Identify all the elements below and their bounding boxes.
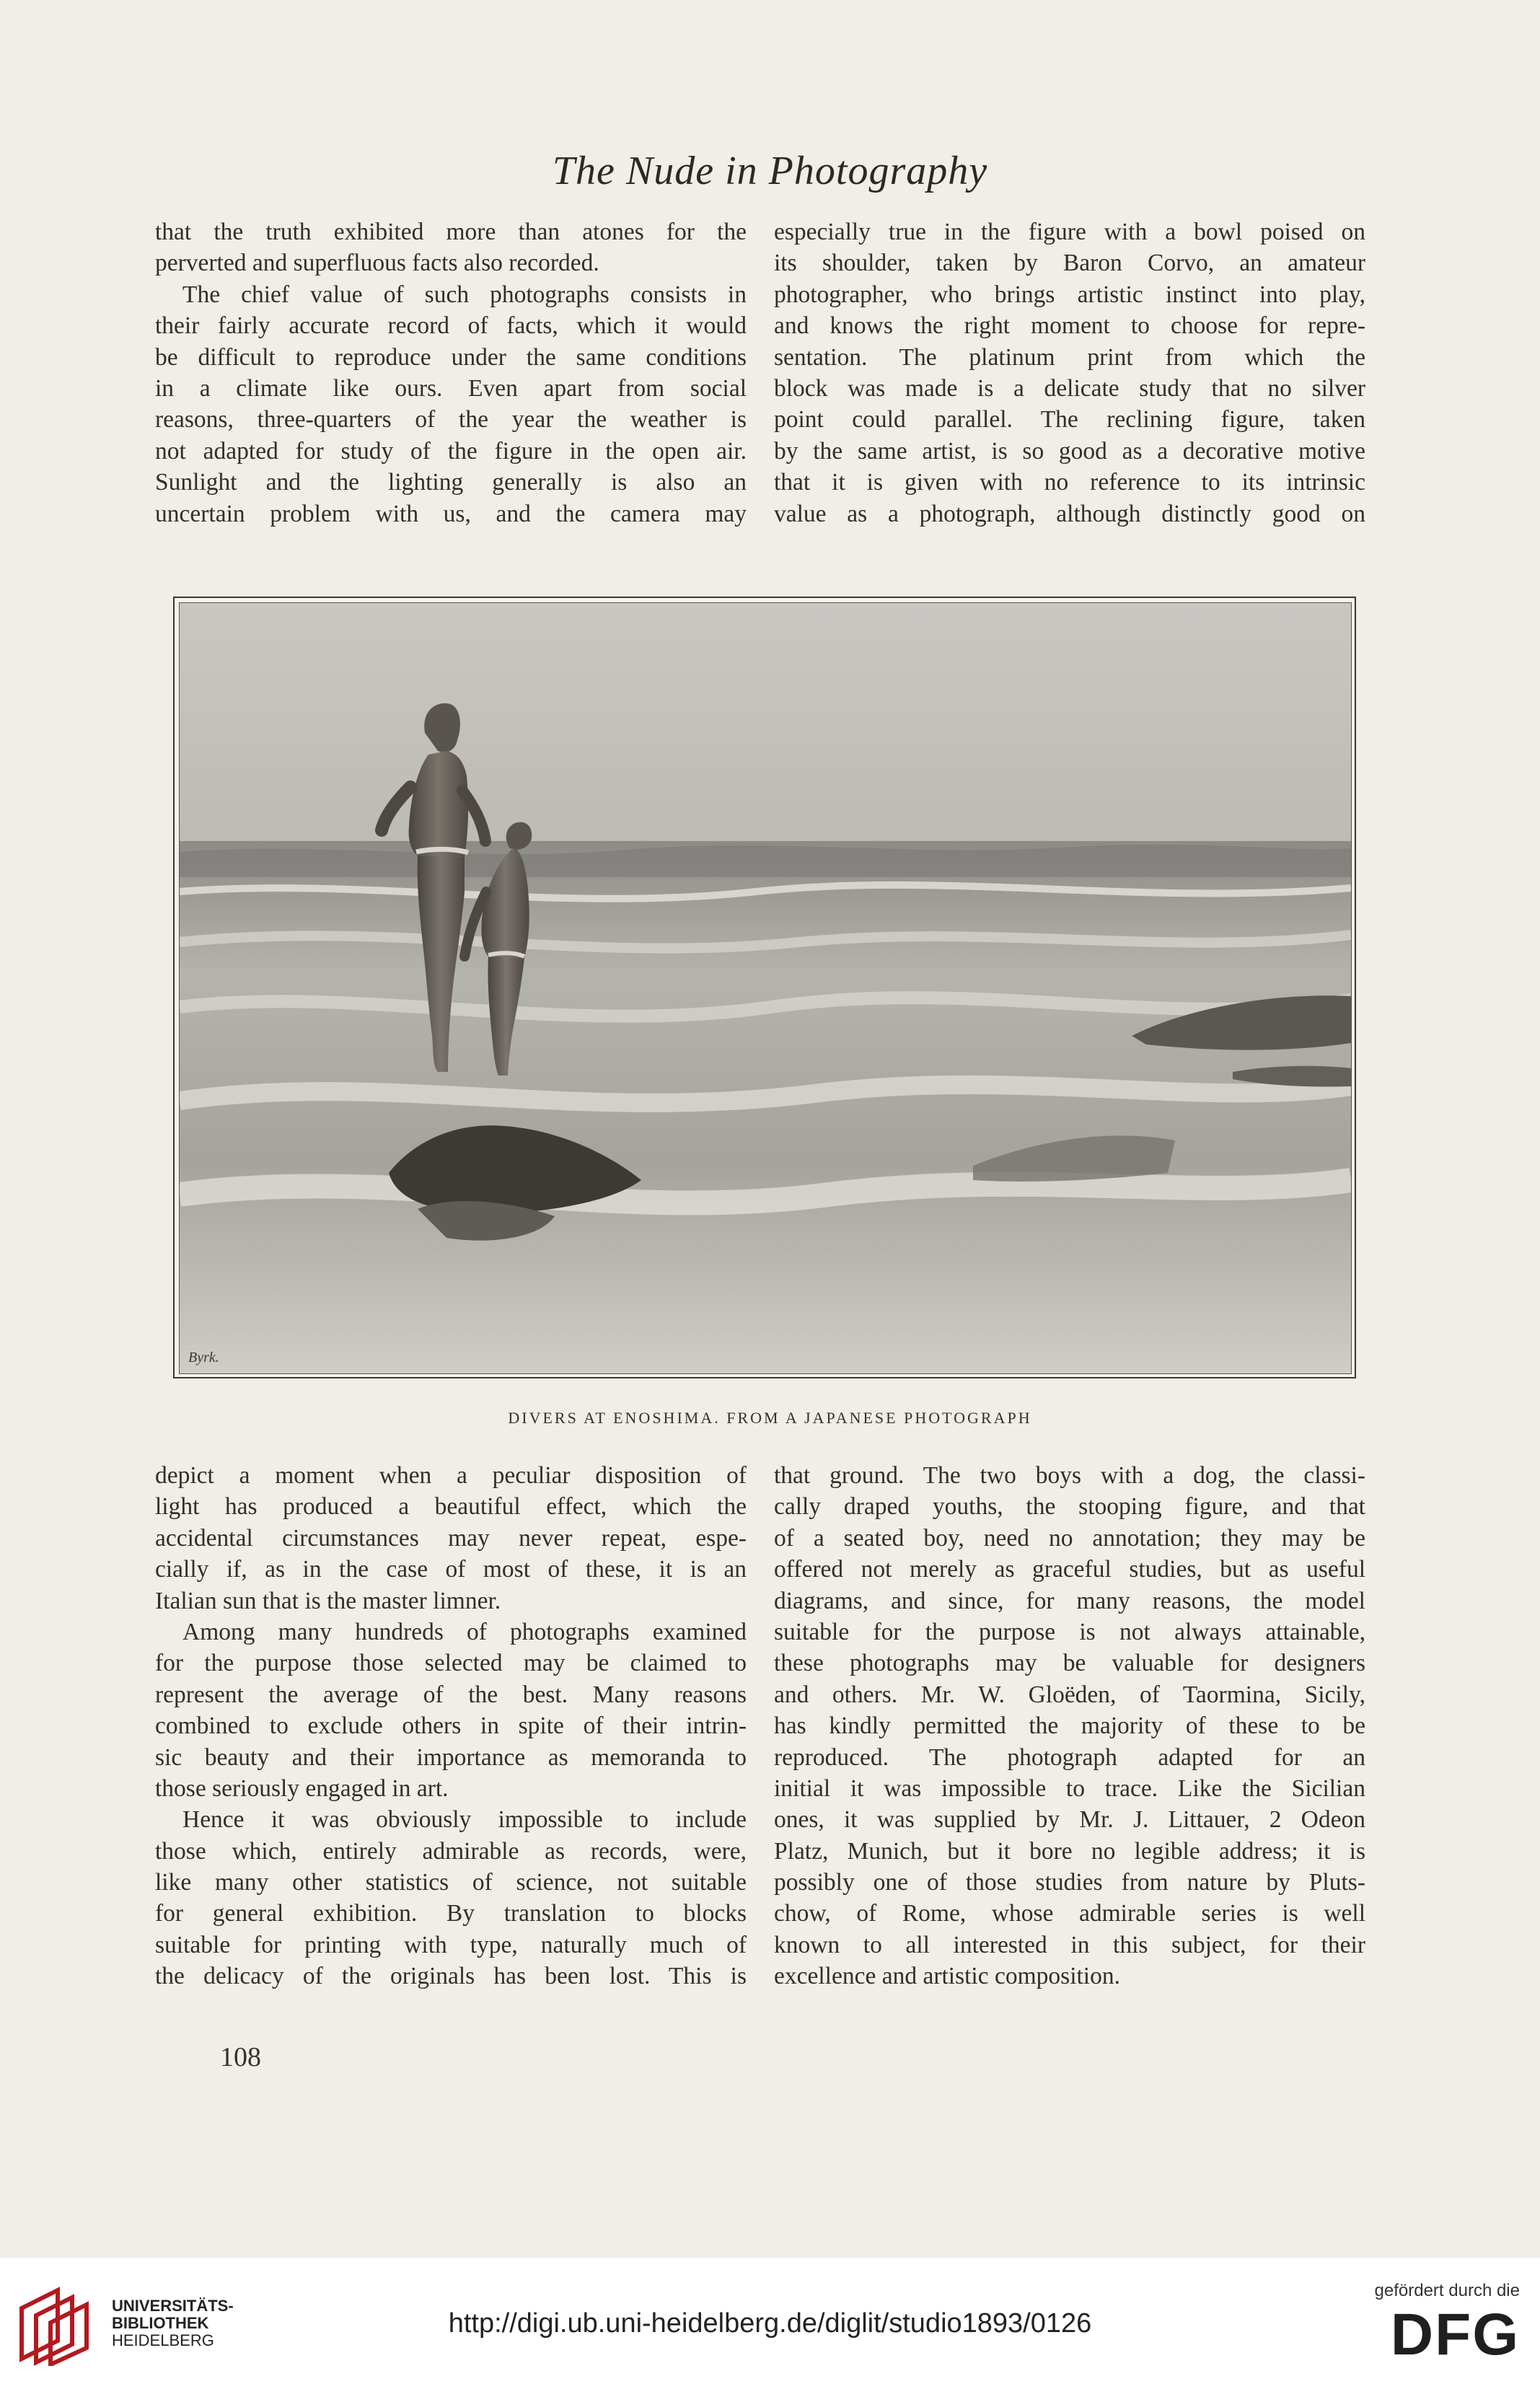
text-line: value as a photograph, although distinctly good on — [774, 500, 1365, 527]
text-line: cally draped youths, the stooping figure, and that — [774, 1493, 1365, 1521]
text-line: initial it was impossible to trace. Like the Sicilian — [774, 1774, 1365, 1802]
svg-text:Byrk.: Byrk. — [188, 1350, 219, 1365]
photograph-caption: DIVERS AT ENOSHIMA. FROM A JAPANESE PHOTOGRAPH — [508, 1409, 1032, 1427]
text-line: perverted and superfluous facts also recorded. — [155, 250, 599, 277]
library-name-line: HEIDELBERG — [112, 2331, 214, 2349]
text-line: that it is given with no reference to its intrinsic — [774, 469, 1365, 496]
text-line: Hence it was obviously impossible to include — [182, 1806, 747, 1834]
text-line: like many other statistics of science, not suitable — [155, 1869, 747, 1896]
text-line: block was made is a delicate study that no silver — [774, 374, 1365, 402]
text-line: chow, of Rome, whose admirable series is well — [774, 1900, 1365, 1927]
dfg-logo: DFG — [1390, 2302, 1520, 2367]
text-line: excellence and artistic composition. — [774, 1963, 1120, 1990]
library-name-line: UNIVERSITÄTS- — [112, 2297, 234, 2315]
text-line: accidental circumstances may never repeat, espe- — [155, 1524, 747, 1552]
text-line: not adapted for study of the figure in the open air. — [155, 437, 747, 465]
text-line: and knows the right moment to choose for repre- — [774, 312, 1365, 340]
text-line: Sunlight and the lighting generally is also an — [155, 469, 747, 496]
text-line: be difficult to reproduce under the same conditions — [155, 343, 747, 371]
text-line: suitable for the purpose is not always attainable, — [774, 1618, 1365, 1645]
text-line: these photographs may be valuable for designers — [774, 1650, 1365, 1677]
text-column-bottom-left — [155, 1460, 747, 1992]
text-column-top-right — [774, 216, 1365, 529]
photograph-frame — [173, 597, 1356, 1378]
text-column-bottom-right — [774, 1460, 1365, 1992]
text-line: Among many hundreds of photographs examined — [182, 1618, 747, 1645]
text-line: photographer, who brings artistic instinct into play, — [774, 281, 1365, 308]
text-line: those which, entirely admirable as records, were, — [155, 1837, 747, 1865]
text-line: Platz, Munich, but it bore no legible address; it is — [774, 1837, 1365, 1865]
text-line: especially true in the figure with a bowl poised on — [774, 219, 1365, 245]
text-line: combined to exclude others in spite of their intrin- — [155, 1712, 747, 1740]
text-line: reproduced. The photograph adapted for an — [774, 1743, 1365, 1771]
text-line: that ground. The two boys with a dog, the classi- — [774, 1462, 1365, 1489]
text-line: point could parallel. The reclining figure, taken — [774, 406, 1365, 434]
text-line: uncertain problem with us, and the camera may — [155, 500, 747, 527]
photograph-divers — [179, 602, 1352, 1374]
text-line: sentation. The platinum print from which the — [774, 343, 1365, 371]
text-column-top-left — [155, 216, 747, 529]
source-url-link[interactable]: http://digi.ub.uni-heidelberg.de/diglit/studio1893/0126 — [448, 2308, 1092, 2339]
text-line: ones, it was supplied by Mr. J. Littauer, 2 Odeon — [774, 1806, 1365, 1834]
text-line: suitable for printing with type, naturally much of — [155, 1931, 747, 1958]
text-line: The chief value of such photographs consists in — [182, 281, 747, 308]
text-line: in a climate like ours. Even apart from social — [155, 374, 747, 402]
text-line: the delicacy of the originals has been lost. This is — [155, 1963, 747, 1990]
text-line: reasons, three-quarters of the year the weather is — [155, 406, 747, 434]
text-line: Italian sun that is the master limner. — [155, 1587, 501, 1614]
text-line: their fairly accurate record of facts, which it would — [155, 312, 747, 340]
text-line: of a seated boy, need no annotation; they may be — [774, 1524, 1365, 1552]
running-title: The Nude in Photography — [552, 149, 988, 193]
text-line: by the same artist, is so good as a decorative motive — [774, 437, 1365, 465]
text-line: its shoulder, taken by Baron Corvo, an amateur — [774, 250, 1365, 277]
text-line: known to all interested in this subject, for their — [774, 1931, 1365, 1958]
text-line: that the truth exhibited more than atones for the — [155, 219, 747, 245]
text-line: cially if, as in the case of most of these, it is an — [155, 1556, 747, 1583]
text-line: diagrams, and since, for many reasons, the model — [774, 1587, 1365, 1614]
text-line: and others. Mr. W. Gloëden, of Taormina, Sicily, — [774, 1681, 1365, 1708]
text-line: for the purpose those selected may be claimed to — [155, 1650, 747, 1677]
text-line: represent the average of the best. Many reasons — [155, 1681, 747, 1708]
text-line: light has produced a beautiful effect, which the — [155, 1493, 747, 1521]
text-line: depict a moment when a peculiar disposition of — [155, 1462, 747, 1489]
text-line: for general exhibition. By translation to blocks — [155, 1900, 747, 1927]
text-line: those seriously engaged in art. — [155, 1774, 449, 1802]
funded-by-label: gefördert durch die — [1374, 2281, 1520, 2300]
library-name-line: BIBLIOTHEK — [112, 2314, 209, 2332]
digitization-footer — [0, 2258, 1540, 2384]
page-number: 108 — [220, 2042, 261, 2072]
photograph-illustration — [180, 603, 1351, 1373]
text-line: possibly one of those studies from nature by Pluts- — [774, 1869, 1365, 1896]
text-line: has kindly permitted the majority of these to be — [774, 1712, 1365, 1740]
text-line: sic beauty and their importance as memoranda to — [155, 1743, 747, 1771]
text-line: offered not merely as graceful studies, but as useful — [774, 1556, 1365, 1583]
